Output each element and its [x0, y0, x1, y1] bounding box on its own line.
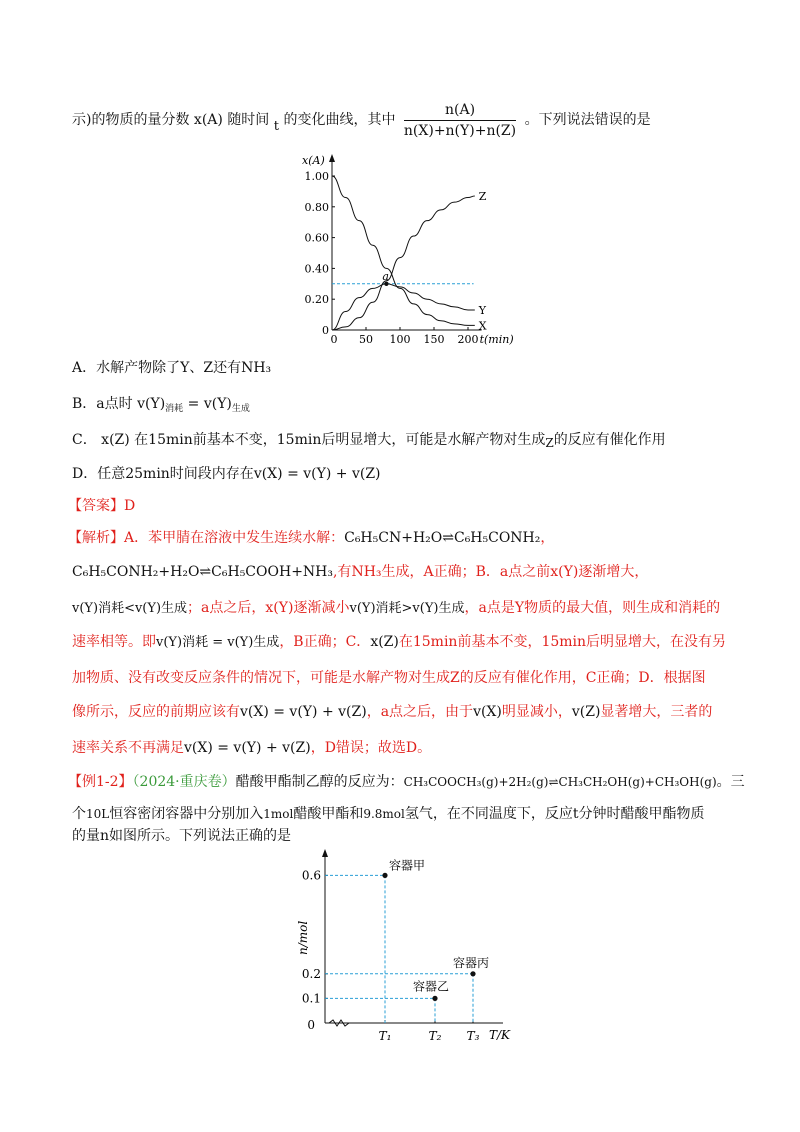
option-a-nh3: NH₃: [241, 360, 272, 376]
analysis-l2b: ,有NH₃生成，A正确；B．a点之前x(Y)逐渐增大，: [333, 564, 649, 580]
analysis-line-6: [72, 702, 712, 722]
point-label-0: 容器甲: [389, 858, 426, 873]
option-b: [72, 394, 250, 419]
analysis-l4a: 速率相等。即: [72, 634, 156, 650]
y-axis-label: n/mol: [296, 920, 310, 955]
data-point-1: [432, 996, 437, 1001]
analysis-l4b: v(Y)消耗 = v(Y)生成: [156, 635, 280, 650]
analysis-l7a: 速率关系不再满足: [72, 740, 184, 756]
chart-n-vs-temperature: [295, 845, 535, 1045]
analysis-line-2: [72, 562, 648, 582]
y-tick-label: 0: [322, 324, 329, 337]
option-b-eq: = v(Y): [187, 396, 232, 412]
option-c-text2: 的反应有催化作用: [553, 432, 666, 448]
analysis-line-3: [72, 598, 720, 619]
y-axis-label: x(A): [302, 154, 325, 167]
option-d-eq: v(X) = v(Y) + v(Z): [253, 466, 381, 482]
analysis-l3c: v(Y)消耗>v(Y)生成: [349, 601, 465, 616]
x-tick-label: 100: [389, 333, 411, 346]
analysis-l6g: 显著增大，三者的: [600, 704, 713, 720]
option-c-label: C．: [72, 432, 97, 448]
option-b-sub2: 生成: [231, 404, 250, 414]
option-c-z: Z: [545, 436, 554, 450]
x-tick-label: 200: [457, 333, 479, 346]
analysis-l6f: v(Z): [571, 704, 601, 720]
analysis-l1a: 【解析】A．苯甲腈在溶液中发生连续水解：: [68, 530, 345, 546]
x-tick-label: 50: [359, 333, 373, 346]
answer: 【答案】D: [68, 498, 136, 514]
q2-line-1: [68, 772, 745, 792]
q1-fraction: [404, 101, 516, 140]
analysis-line-4: [72, 632, 726, 653]
analysis-l4e: 在15min前基本不变，15min后明显增大，在没有另: [398, 634, 727, 650]
q1-intro-d: 。下列说法错误的是: [524, 112, 651, 128]
analysis-l7b: v(X) = v(Y) + v(Z): [184, 740, 311, 756]
option-d-text: D．任意25min时间段内存在: [72, 466, 254, 482]
q1-intro: [72, 98, 651, 142]
fraction-denominator: n(X)+n(Y)+n(Z): [403, 122, 517, 139]
analysis-l3d: ，a点是Y物质的最大值，则生成和消耗的: [464, 600, 721, 616]
y-tick-label: 0.2: [301, 966, 321, 981]
x-tick-label: 0: [330, 333, 338, 346]
x-tick-label: T₁: [378, 1029, 392, 1043]
option-c-text: 在15min前基本不变，15min后明显增大，可能是水解产物对生成: [134, 432, 546, 448]
q2-l2c: 恒容密闭容器中分别加入: [109, 806, 264, 822]
q2-reaction: CH₃COOCH₃(g)+2H₂(g)⇌CH₃CH₂OH(g)+CH₃OH(g): [403, 775, 717, 789]
y-tick-label: 1.00: [304, 170, 329, 183]
y-tick-label: 0.60: [304, 231, 329, 245]
analysis-l3b: ；a点之后，x(Y)逐渐减小: [187, 600, 350, 616]
analysis-l4c: ，B正确；C．: [279, 634, 371, 650]
q1-t: t: [273, 119, 279, 134]
series-label-x: X: [478, 319, 487, 333]
option-c-xz: x(Z): [101, 432, 130, 448]
analysis-l3a: v(Y)消耗<v(Y)生成: [72, 601, 188, 616]
q1-intro-a: 示)的物质的量分数: [72, 112, 190, 128]
analysis-l4d: x(Z): [370, 634, 399, 650]
data-point-0: [382, 873, 387, 878]
analysis-l6b: v(X) = v(Y) + v(Z): [240, 704, 367, 720]
q2-l1c: 。三: [716, 774, 745, 790]
y-tick-label: 0.6: [301, 868, 321, 883]
q2-source: （2024·重庆卷）: [132, 774, 236, 790]
analysis-line-7: [72, 738, 431, 758]
q2-l2g: 氢气，在不同温度下，反应t分钟时醋酸甲酯物质: [404, 806, 705, 822]
analysis-l1c: ，: [540, 530, 555, 546]
analysis-line-5: 加物质、没有改变反应条件的情况下，可能是水解产物对生成Z的反应有催化作用，C正确；D．根据图: [72, 670, 706, 686]
q1-intro-c: 的变化曲线，其中: [283, 112, 396, 128]
q2-mol1: 1mol: [263, 807, 294, 821]
option-b-text: B．a点时: [72, 396, 133, 412]
option-d: [72, 464, 381, 484]
x-tick-label: 150: [423, 333, 445, 346]
q2-l2a: 个: [72, 806, 86, 822]
analysis-line-1: [68, 528, 554, 548]
fraction-numerator: n(A): [404, 101, 516, 121]
analysis-l6e: 明显减小，: [501, 704, 572, 720]
q1-intro-b: 随时间: [227, 112, 270, 128]
y-tick-label: 0.80: [304, 200, 329, 214]
series-label-z: Z: [478, 190, 487, 204]
analysis-l1b: C₆H₅CN+H₂O⇌C₆H₅CONH₂: [344, 530, 541, 546]
data-point-2: [470, 971, 475, 976]
q2-line-2: [72, 804, 704, 824]
x-tick-label: T₃: [466, 1029, 480, 1043]
q1-xa: x(A): [193, 112, 223, 128]
q2-l2e: 醋酸甲酯和: [293, 806, 364, 822]
analysis-l2a: C₆H₅CONH₂+H₂O⇌C₆H₅COOH+NH₃: [72, 564, 333, 580]
option-a: [72, 358, 271, 378]
option-a-text: A．水解产物除了Y、Z还有: [72, 360, 242, 376]
series-label-y: Y: [478, 303, 487, 317]
q2-line-3: 的量n如图所示。下列说法正确的是: [72, 828, 292, 844]
y-axis-arrow: [329, 154, 335, 162]
q2-label: 【例1-2】: [68, 774, 133, 790]
analysis-l7c: ，D错误；故选D。: [310, 740, 432, 756]
x-axis-label: T/K: [489, 1028, 511, 1042]
q2-mol2: 9.8mol: [363, 807, 405, 821]
y-axis-arrow: [322, 849, 328, 857]
x-tick-label: T₂: [428, 1029, 442, 1043]
series-line-z: [332, 196, 475, 330]
point-label-1: 容器乙: [413, 979, 450, 994]
q2-l1a: 醋酸甲酯制乙醇的反应为：: [235, 774, 404, 790]
analysis-l6c: ，a点之后，由于: [366, 704, 474, 720]
option-b-vy: v(Y): [137, 396, 166, 412]
origin-label: 0: [307, 1018, 315, 1032]
y-tick-label: 0.40: [304, 262, 329, 276]
y-tick-label: 0.20: [304, 293, 329, 307]
option-b-sub1: 消耗: [165, 404, 184, 414]
q2-volume: 10L: [86, 807, 110, 821]
analysis-l6a: 像所示，反应的前期应该有: [72, 704, 240, 720]
option-c: [72, 430, 666, 453]
chart-xa-vs-time: [300, 150, 514, 350]
point-label-2: 容器丙: [453, 955, 490, 970]
analysis-l6d: v(X): [473, 704, 502, 720]
point-a-label: a: [382, 269, 389, 283]
y-tick-label: 0.1: [301, 991, 321, 1006]
x-axis-label: t(min): [479, 333, 514, 346]
